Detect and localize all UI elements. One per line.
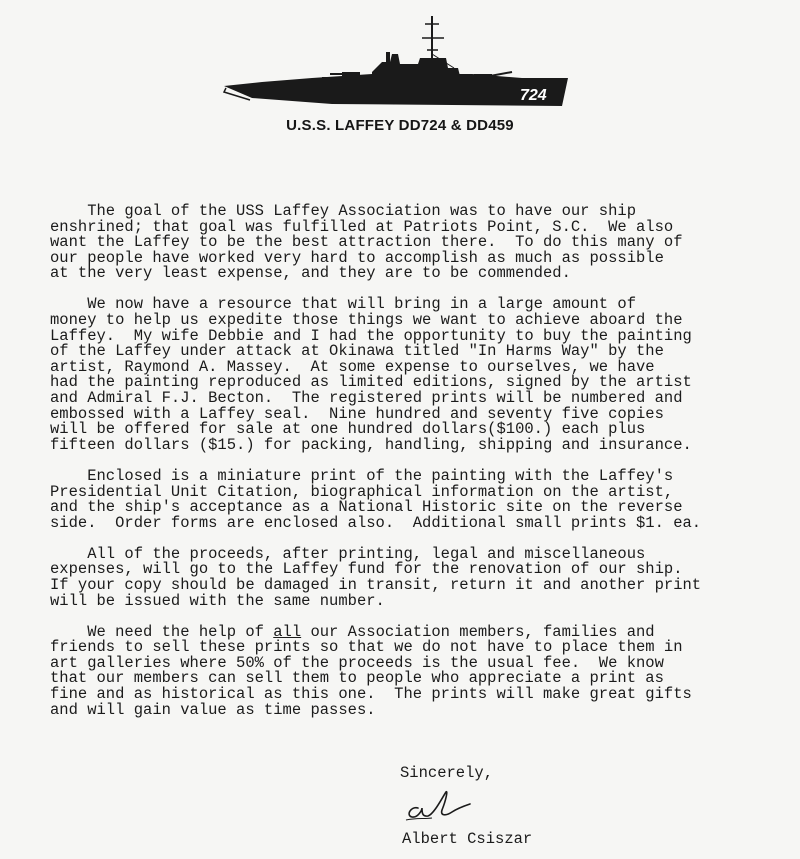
- signer-name: Albert Csiszar: [402, 830, 533, 848]
- paragraph-enclosed: Enclosed is a miniature print of the painting with the Laffey's Presidential Unit Citation, biographical information on the artist, and the ship's acceptance as a National Historic site on the reverse side. Order forms are enclosed also. Additional small prints $1. ea.: [50, 466, 702, 532]
- ship-silhouette-logo: [222, 14, 572, 118]
- paragraph-resource: We now have a resource that will bring in a large amount of money to help us expedite those things we want to achieve aboard the Laffey. My wife Debbie and I had the opportunity to buy the painting of the Laffey under attack at Okinawa titled "In Harms Way" by the artist, Raymond A. Massey. At some expense to ourselves, we have had the painting reproduced as limited editions, signed by the artist and Admiral F.J. Becton. The registered prints will be numbered and embossed with a Laffey seal. Nine hundred and seventy five copies will be offered for sale at one hundred dollars($100.) each plus fifteen dollars ($15.) for packing, handling, shipping and insurance.: [50, 295, 692, 454]
- underlined-all: all: [273, 622, 302, 641]
- paragraph-help: We need the help of all our Association members, families and friends to sell these prints so that we do not have to place them in art galleries where 50% of the proceeds is the usual fee. We know that our members can sell them to people who appreciate a print as fine and as historical as this one. The prints will make great gifts and will gain value as time passes.: [50, 622, 692, 719]
- salutation: Sincerely,: [400, 764, 494, 782]
- hull-number: 724: [520, 87, 547, 104]
- paragraph-proceeds: All of the proceeds, after printing, legal and miscellaneous expenses, will go to the Laffey fund for the renovation of our ship. If your copy should be damaged in transit, return it and another print will be issued with the same number.: [50, 544, 702, 610]
- letterhead-title: U.S.S. LAFFEY DD724 & DD459: [286, 117, 514, 134]
- letter-body: [50, 204, 795, 734]
- paragraph-goal: The goal of the USS Laffey Association was to have our ship enshrined; that goal was fulfilled at Patriots Point, S.C. We also want the Laffey to be the best attraction there. To do this many of our people have worked very hard to accomplish as much as possible at the very least expense, and they are to be commended.: [50, 202, 683, 283]
- handwritten-signature: [402, 786, 472, 822]
